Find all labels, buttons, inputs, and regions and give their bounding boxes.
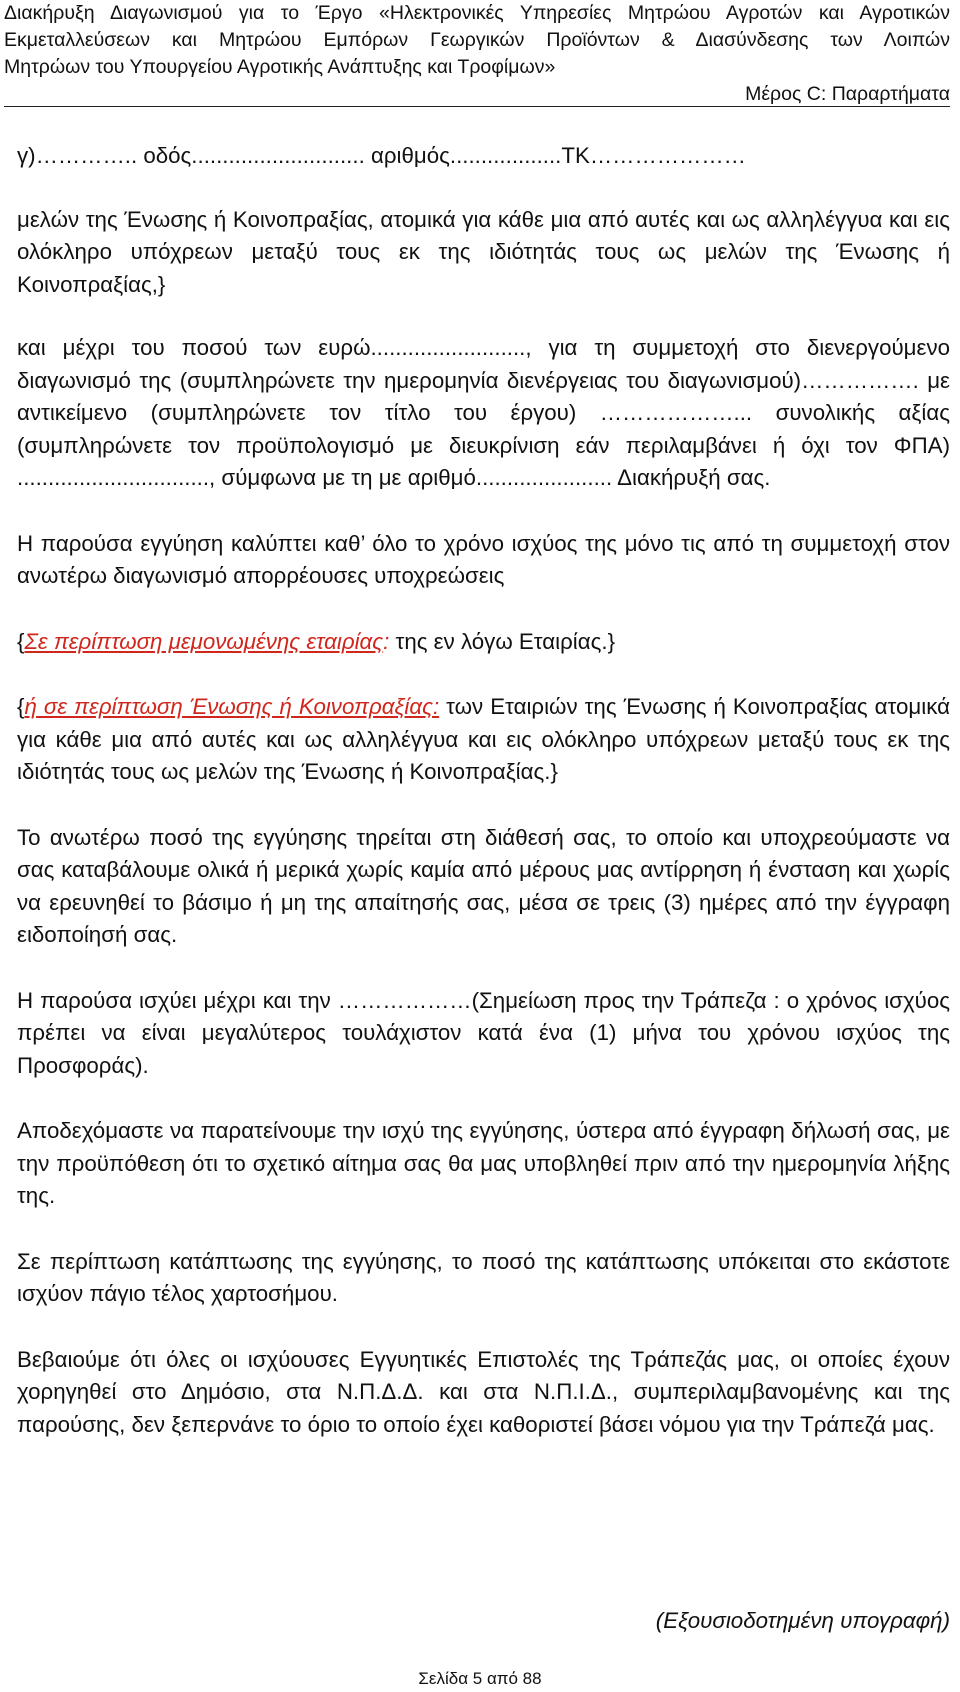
paragraph-payment: Το ανωτέρω ποσό της εγγύησης τηρείται στη διάθεσή σας, το οποίο και υποχρεούμαστε να σας καταβάλουμε ολικά ή μερικά χωρίς καμία από μέρους μας αντίρρηση ή ένσταση και χωρίς να ερευνηθεί το βάσιμο ή μη της απαίτησής σας, μέσα σε τρεις (3) ημέρες από την έγγραφη ειδοποίησή σας. bbox=[17, 824, 950, 947]
document-body bbox=[17, 140, 950, 1441]
title-line-2: Εκμεταλλεύσεων και Μητρώου Εμπόρων Γεωργικών Προϊόντων & Διασύνδεσης των Λοιπών bbox=[4, 29, 950, 51]
title-line-3: Μητρώων του Υπουργείου Αγροτικής Ανάπτυξης και Τροφίμων» bbox=[4, 56, 556, 78]
authorized-signature: (Εξουσιοδοτημένη υπογραφή) bbox=[655, 1608, 950, 1633]
paragraph-coverage: Η παρούσα εγγύηση καλύπτει καθ’ όλο το χρόνο ισχύος της μόνο τις από τη συμμετοχή στον ανωτέρω διαγωνισμό απορρέουσες υποχρεώσεις bbox=[17, 530, 950, 588]
document-title bbox=[4, 0, 950, 81]
paragraph-joint-venture: {ή σε περίπτωση Ένωσης ή Κοινοπραξίας: των Εταιριών της Ένωσης ή Κοινοπραξίας ατομικά για κάθε μια από αυτές και ως αλληλέγγυα και εις ολόκληρο υπόχρεων μεταξύ τους εκ της ιδιότητάς τους ως μελών της Ένωσης ή Κοινοπραξίας.} bbox=[17, 694, 950, 784]
paragraph-forfeiture: Σε περίπτωση κατάπτωσης της εγγύησης, το ποσό της κατάπτωσης υπόκειται στο εκάστοτε ισχύον πάγιο τέλος χαρτοσήμου. bbox=[17, 1248, 950, 1306]
header-divider bbox=[4, 106, 950, 107]
address-line: γ)………….. οδός............................ αριθμός..................ΤΚ………………… bbox=[17, 143, 746, 168]
paragraph-validity: Η παρούσα ισχύει μέχρι και την ………………(Σημείωση προς την Τράπεζα : ο χρόνος ισχύος πρέπει να είναι μεγαλύτερος τουλάχιστον κατά ένα (1) μήνα του χρόνου ισχύος της Προσφοράς). bbox=[17, 987, 950, 1078]
joint-venture-note: ή σε περίπτωση Ένωσης ή Κοινοπραξίας: bbox=[24, 694, 440, 719]
single-company-note: Σε περίπτωση μεμονωμένης εταιρίας bbox=[24, 628, 384, 654]
paragraph-single-company: {Σε περίπτωση μεμονωμένης εταιρίας: της εν λόγω Εταιρίας.} bbox=[17, 628, 616, 654]
page-header bbox=[4, 0, 950, 108]
section-label: Μέρος C: Παραρτήματα bbox=[745, 83, 950, 105]
paragraph-extension: Αποδεχόμαστε να παρατείνουμε την ισχύ της εγγύησης, ύστερα από έγγραφη δήλωσή σας, με την προϋπόθεση ότι το σχετικό αίτημα σας θα μας υποβληθεί πριν από την ημερομηνία λήξης της. bbox=[17, 1118, 950, 1208]
title-line-1: Διακήρυξη Διαγωνισμού για το Έργο «Ηλεκτρονικές Υπηρεσίες Μητρώου Αγροτών και Αγροτικών bbox=[4, 2, 950, 24]
paragraph-limit: Βεβαιούμε ότι όλες οι ισχύουσες Εγγυητικές Επιστολές της Τράπεζάς μας, οι οποίες έχουν χορηγηθεί στο Δημόσιο, στα Ν.Π.Δ.Δ. και στα Ν.Π.Ι.Δ., συμπεριλαμβανομένης και της παρούσης, δεν ξεπερνάνε το όριο το οποίο έχει καθοριστεί βάσει νόμου για την Τράπεζά μας. bbox=[17, 1346, 950, 1437]
paragraph-amount: και μέχρι του ποσού των ευρώ........................., για τη συμμετοχή στο διενεργούμενο διαγωνισμό της (συμπληρώνετε την ημερομηνία διενέργειας του διαγωνισμού)……………. με αντικείμενο (συμπληρώνετε τον τίτλο του έργου) ………………... συνολικής αξίας (συμπληρώνετε τον προϋπολογισμό με διευκρίνιση εάν περιλαμβάνει ή όχι τον ΦΠΑ) ..............................., σύμφωνα με τη με αριθμό...................... Διακήρυξή σας. bbox=[17, 335, 950, 490]
page-number: Σελίδα 5 από 88 bbox=[418, 1669, 542, 1688]
paragraph-members: μελών της Ένωσης ή Κοινοπραξίας, ατομικά για κάθε μια από αυτές και ως αλληλέγγυα και εις ολόκληρο υπόχρεων μεταξύ τους εκ της ιδιότητάς τους ως μελών της Ένωσης ή Κοινοπραξίας,} bbox=[17, 206, 950, 297]
